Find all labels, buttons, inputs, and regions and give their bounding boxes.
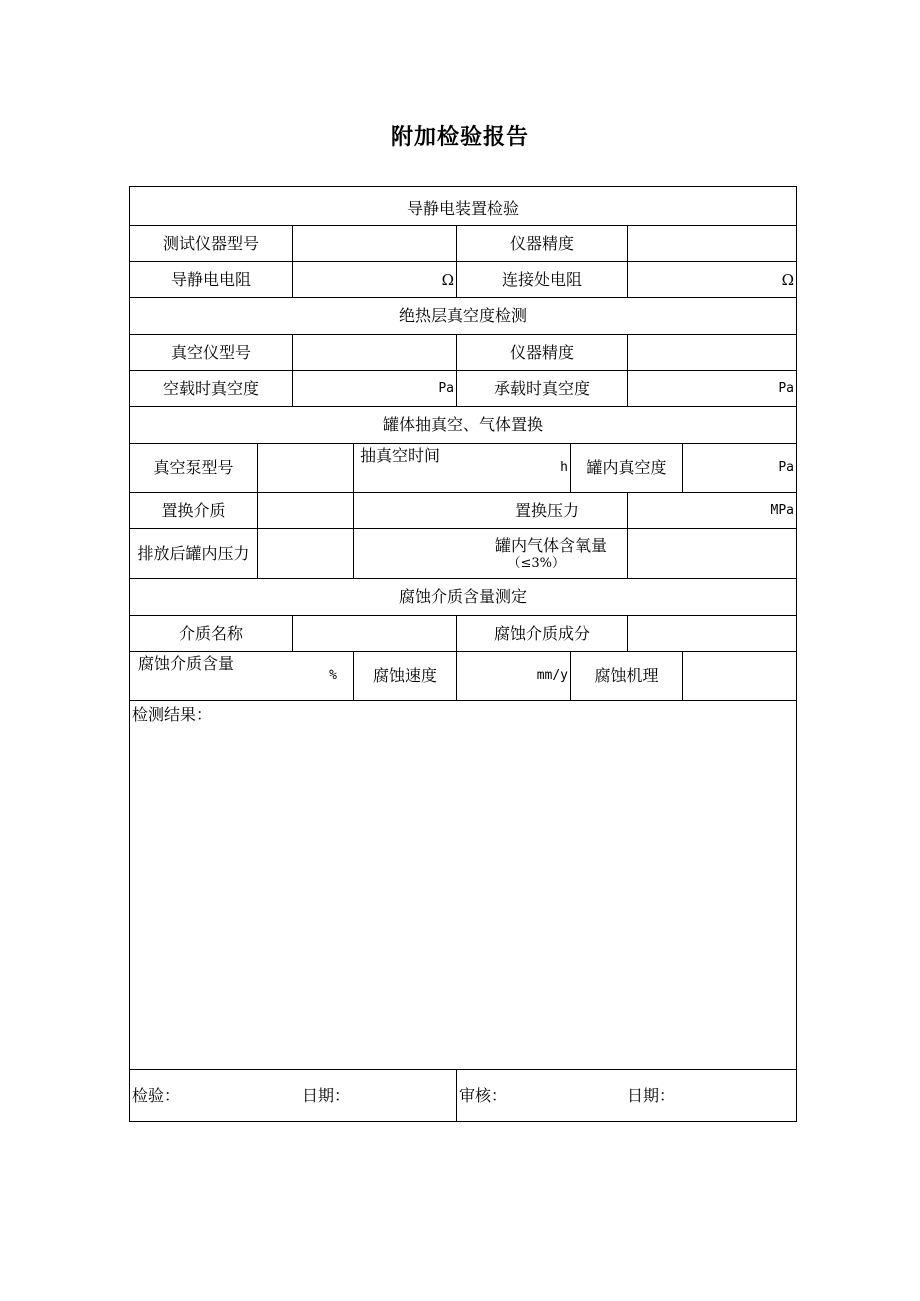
- pressure-label-text: 置换压力: [514, 500, 579, 520]
- after-pressure-label: [130, 529, 258, 579]
- table-row: [130, 444, 797, 493]
- tank-vacuum-value[interactable]: [683, 444, 797, 493]
- date-label: 日期：: [627, 1085, 676, 1105]
- result-label: 检测结果：: [132, 705, 213, 724]
- empty-vacuum-label: 空载时真空度: [130, 371, 293, 407]
- pump-model-value[interactable]: [258, 444, 354, 493]
- pressure-label: [354, 493, 628, 529]
- table-row: [130, 371, 797, 407]
- joint-resistance-value[interactable]: [628, 262, 797, 298]
- instrument-model-label: 测试仪器型号: [130, 226, 293, 262]
- date-label: 日期：: [302, 1085, 351, 1105]
- ohm-unit: Ω: [441, 270, 454, 289]
- section-header-row: [130, 187, 797, 226]
- pressure-value[interactable]: [628, 493, 797, 529]
- ground-resistance-value[interactable]: [293, 262, 457, 298]
- section-header-row: [130, 407, 797, 444]
- result-cell[interactable]: [130, 701, 797, 1070]
- table-row: [130, 335, 797, 371]
- reviewer-label: 审核：: [459, 1085, 508, 1105]
- content-label: 腐蚀介质含量: [138, 654, 235, 673]
- section-header-row: [130, 579, 797, 616]
- signature-row: [130, 1070, 797, 1122]
- inspector-signature-cell[interactable]: [130, 1070, 457, 1122]
- composition-label: 腐蚀介质成分: [457, 616, 628, 652]
- after-pressure-value[interactable]: [258, 529, 354, 579]
- medium-name-label: 介质名称: [130, 616, 293, 652]
- section-header-static-electricity: 导静电装置检验: [130, 187, 797, 226]
- table-row: [130, 493, 797, 529]
- section-header-row: [130, 298, 797, 335]
- loaded-vacuum-label: 承载时真空度: [457, 371, 628, 407]
- pump-model-label: 真空泵型号: [130, 444, 258, 493]
- medium-value[interactable]: [258, 493, 354, 529]
- mechanism-label: 腐蚀机理: [571, 652, 683, 701]
- instrument-model-value[interactable]: [293, 226, 457, 262]
- rate-unit: mm/y: [536, 668, 568, 683]
- content-cell[interactable]: [130, 652, 354, 701]
- tank-vacuum-label: 罐内真空度: [571, 444, 683, 493]
- table-row: [130, 652, 797, 701]
- vacuum-gauge-model-label: 真空仪型号: [130, 335, 293, 371]
- medium-label: 置换介质: [130, 493, 258, 529]
- rate-value[interactable]: [457, 652, 571, 701]
- ohm-unit: Ω: [781, 270, 795, 289]
- report-title: 附加检验报告: [390, 125, 529, 150]
- oxygen-limit-note: （≤3%）: [507, 555, 565, 571]
- vacuum-gauge-model-value[interactable]: [293, 335, 457, 371]
- precision-value[interactable]: [628, 335, 797, 371]
- pa-unit: Pa: [778, 380, 795, 396]
- section-header-vacuum: 绝热层真空度检测: [130, 298, 797, 335]
- inspection-report-table: [129, 186, 797, 1122]
- composition-value[interactable]: [628, 616, 797, 652]
- mechanism-value[interactable]: [683, 652, 797, 701]
- evac-time-cell[interactable]: [354, 444, 571, 493]
- inspector-label: 检验：: [132, 1085, 181, 1105]
- reviewer-signature-cell[interactable]: [457, 1070, 797, 1122]
- rate-label: 腐蚀速度: [354, 652, 457, 701]
- table-row: [130, 529, 797, 579]
- oxygen-label-text: 罐内气体含氧量: [494, 535, 607, 555]
- oxygen-label: [354, 529, 628, 579]
- table-row: [130, 616, 797, 652]
- pa-unit: Pa: [438, 380, 454, 396]
- result-row: [130, 701, 797, 1070]
- table-row: [130, 226, 797, 262]
- h-unit: h: [560, 460, 568, 475]
- table-row: [130, 262, 797, 298]
- after-pressure-label-text: 排放后罐内压力: [137, 543, 250, 563]
- oxygen-value[interactable]: [628, 529, 797, 579]
- pa-unit: Pa: [778, 460, 795, 475]
- joint-resistance-label: 连接处电阻: [457, 262, 628, 298]
- loaded-vacuum-value[interactable]: [628, 371, 797, 407]
- medium-name-value[interactable]: [293, 616, 457, 652]
- empty-vacuum-value[interactable]: [293, 371, 457, 407]
- section-header-evacuation: 罐体抽真空、气体置换: [130, 407, 797, 444]
- evac-time-label: 抽真空时间: [360, 446, 441, 465]
- mpa-unit: MPa: [770, 502, 795, 518]
- ground-resistance-label: 导静电电阻: [130, 262, 293, 298]
- precision-value[interactable]: [628, 226, 797, 262]
- precision-label: 仪器精度: [457, 226, 628, 262]
- precision-label: 仪器精度: [457, 335, 628, 371]
- section-header-corrosion: 腐蚀介质含量测定: [130, 579, 797, 616]
- pct-unit: %: [329, 668, 337, 683]
